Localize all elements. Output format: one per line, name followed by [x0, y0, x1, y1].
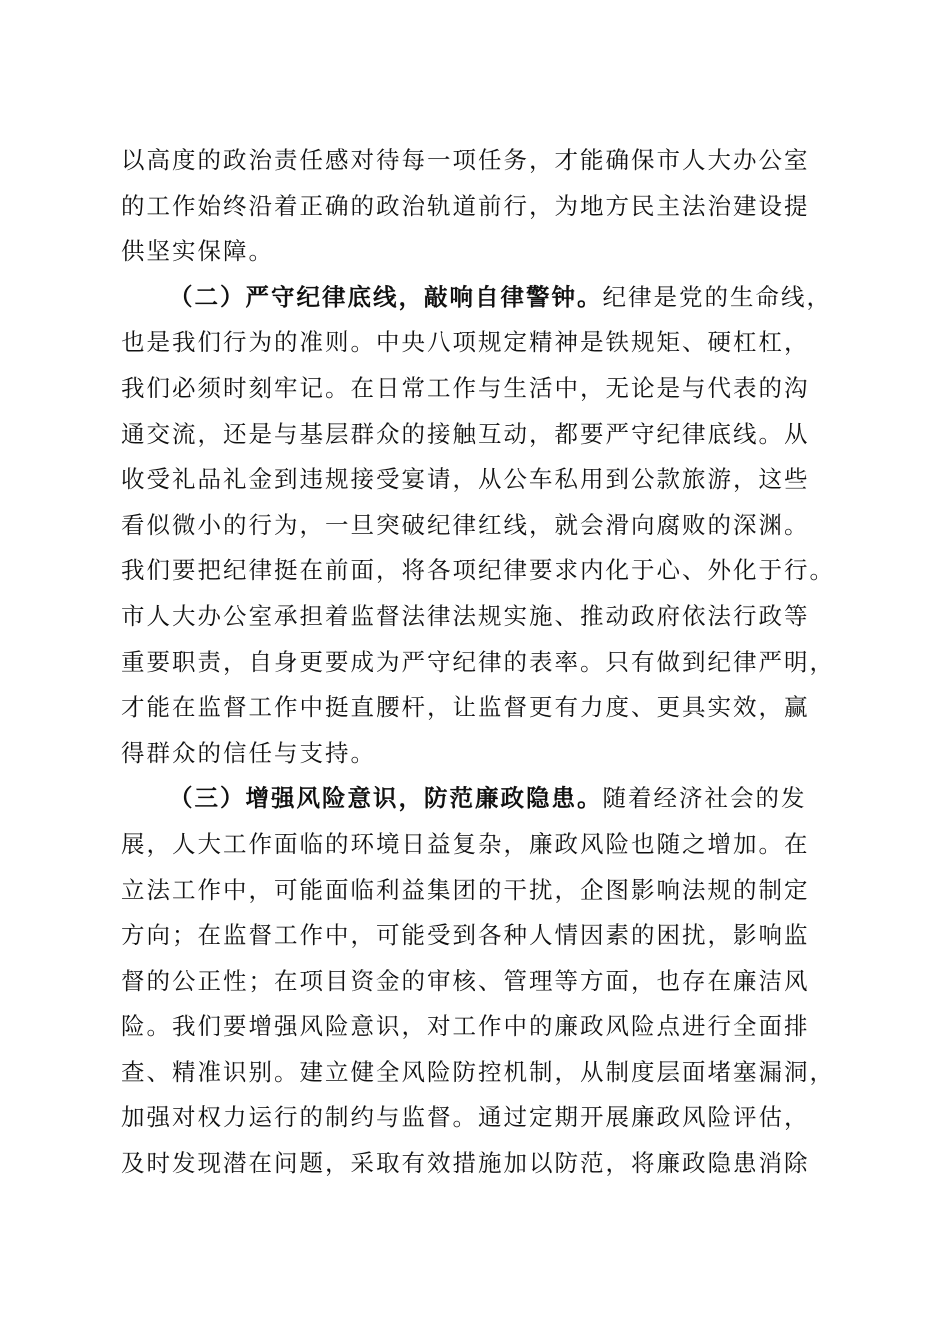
- text-line: 看似微小的行为，一旦突破纪律红线，就会滑向腐败的深渊。: [121, 510, 810, 539]
- paragraph-3-first-line: [121, 776, 829, 822]
- text-line: 得群众的信任与支持。: [121, 738, 376, 767]
- paragraph-3: [121, 776, 835, 1186]
- text-line: 立法工作中，可能面临利益集团的干扰，企图影响法规的制定: [121, 875, 810, 904]
- text-line: 展，人大工作面临的环境日益复杂，廉政风险也随之增加。在: [121, 829, 810, 858]
- paragraph-3-heading: （三）增强风险意识，防范廉政隐患。: [169, 784, 603, 813]
- paragraph-2-first-line: [121, 275, 832, 321]
- text-line: 重要职责，自身更要成为严守纪律的表率。只有做到纪律严明，: [121, 647, 835, 676]
- paragraph-2: [121, 275, 835, 777]
- text-line: 收受礼品礼金到违规接受宴请，从公车私用到公款旅游，这些: [121, 465, 810, 494]
- text-line: 督的公正性；在项目资金的审核、管理等方面，也存在廉洁风: [121, 966, 810, 995]
- paragraph-3-first-line-rest: 随着经济社会的发: [602, 784, 807, 813]
- text-line: 的工作始终沿着正确的政治轨道前行，为地方民主法治建设提: [121, 191, 810, 220]
- paragraph-2-heading: （二）严守纪律底线，敲响自律警钟。: [169, 282, 603, 311]
- text-line: 以高度的政治责任感对待每一项任务，才能确保市人大办公室: [121, 146, 810, 174]
- text-line: 我们必须时刻牢记。在日常工作与生活中，无论是与代表的沟: [121, 373, 810, 402]
- text-line: 加强对权力运行的制约与监督。通过定期开展廉政风险评估，: [121, 1103, 810, 1132]
- text-line: 我们要把纪律挺在前面，将各项纪律要求内化于心、外化于行。: [121, 556, 835, 585]
- text-line: 通交流，还是与基层群众的接触互动，都要严守纪律底线。从: [121, 419, 810, 448]
- text-line: 查、精准识别。建立健全风险防控机制，从制度层面堵塞漏洞，: [121, 1057, 835, 1086]
- text-line: 方向；在监督工作中，可能受到各种人情因素的困扰，影响监: [121, 921, 810, 950]
- text-line: 才能在监督工作中挺直腰杆，让监督更有力度、更具实效，赢: [121, 693, 810, 722]
- text-line: 也是我们行为的准则。中央八项规定精神是铁规矩、硬杠杠，: [121, 328, 810, 357]
- text-line: 供坚实保障。: [121, 237, 274, 266]
- text-line: 市人大办公室承担着监督法律法规实施、推动政府依法行政等: [121, 601, 810, 630]
- text-line: 险。我们要增强风险意识，对工作中的廉政风险点进行全面排: [121, 1012, 810, 1041]
- paragraph-1: [121, 138, 829, 275]
- text-line: 及时发现潜在问题，采取有效措施加以防范，将廉政隐患消除: [121, 1149, 810, 1178]
- document-body: [121, 138, 835, 1187]
- paragraph-2-first-line-rest: 纪律是党的生命线，: [602, 282, 832, 311]
